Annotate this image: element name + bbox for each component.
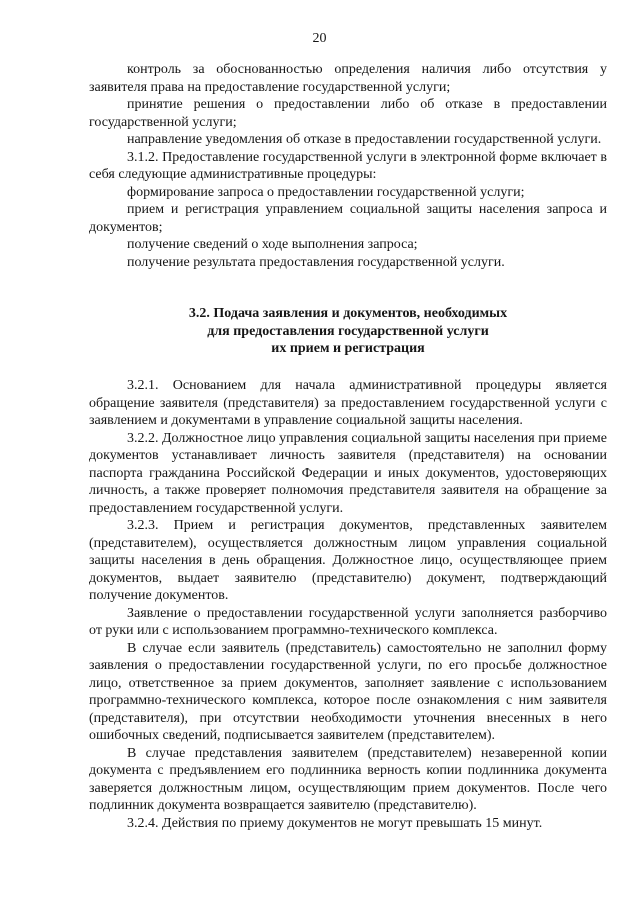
paragraph: В случае представления заявителем (представителем) незаверенной копии документа с предъявлением его подлинника верность копии подлинника документа заверяется должностным лицом, осуществляющим прием документов. После чего подлинник документа возвращается заявителю (представителю).	[89, 745, 607, 813]
paragraph: 3.2.4. Действия по приему документов не могут превышать 15 минут.	[127, 815, 543, 831]
paragraph: направление уведомления об отказе в предоставлении государственной услуги.	[127, 132, 602, 147]
paragraph: Заявление о предоставлении государственной услуги заполняется разборчиво от руки или с использованием программно-технического комплекса.	[89, 605, 607, 638]
paragraph: получение результата предоставления государственной услуги.	[127, 254, 505, 270]
section-heading-line: для предоставления государственной услуги	[207, 323, 489, 339]
paragraph: 3.2.3. Прием и регистрация документов, представленных заявителем (представителем), осуществляется должностным лицом управления социальной защиты населения в день обращения. Должностное лицо, осуществляющее прием документов, выдает заявителю (представителю) документ, подтверждающий получение документов.	[89, 518, 607, 603]
paragraph: 3.2.2. Должностное лицо управления социальной защиты населения при приеме документов устанавливает личность заявителя (представителя) на основании паспорта гражданина Российской Федерации и иных документов, удостоверяющих личность, а также проверяет полномочия представителя заявителя на обращение за предоставлением государственной услуги.	[89, 430, 607, 516]
paragraph: 3.2.1. Основанием для начала административной процедуры является обращение заявителя (представителя) за предоставлением государственной услуги с заявлением и документами в управление социальной защиты населения.	[89, 378, 607, 428]
paragraph: получение сведений о ходе выполнения запроса;	[127, 237, 418, 252]
paragraph: прием и регистрация управлением социальной защиты населения запроса и документов;	[89, 202, 607, 235]
paragraph: формирование запроса о предоставлении государственной услуги;	[127, 184, 525, 200]
paragraph: контроль за обоснованностью определения наличия либо отсутствия у заявителя права на предоставление государственной услуги;	[89, 62, 607, 95]
page-number: 20	[312, 31, 327, 46]
text-block-procedures	[89, 61, 607, 271]
paragraph: В случае если заявитель (представитель) самостоятельно не заполнил форму заявления о предоставлении государственной услуги, по его просьбе должностное лицо, ответственное за прием документов, заполняет заявление с использованием программно-технического комплекса, которое после ознакомления с ним заявителя (представителя), при отсутствии необходимости уточнения внесенных в него ошибочных сведений, подписывается заявителем (представителем).	[89, 640, 607, 743]
section-heading	[89, 305, 607, 358]
text-block-section-3-2	[89, 377, 607, 832]
paragraph: 3.1.2. Предоставление государственной услуги в электронной форме включает в себя следующие административные процедуры:	[89, 149, 607, 182]
section-heading-line: их прием и регистрация	[271, 341, 425, 356]
section-heading-line: 3.2. Подача заявления и документов, необходимых	[188, 306, 508, 321]
paragraph: принятие решения о предоставлении либо об отказе в предоставлении государственной услуги;	[89, 97, 607, 130]
